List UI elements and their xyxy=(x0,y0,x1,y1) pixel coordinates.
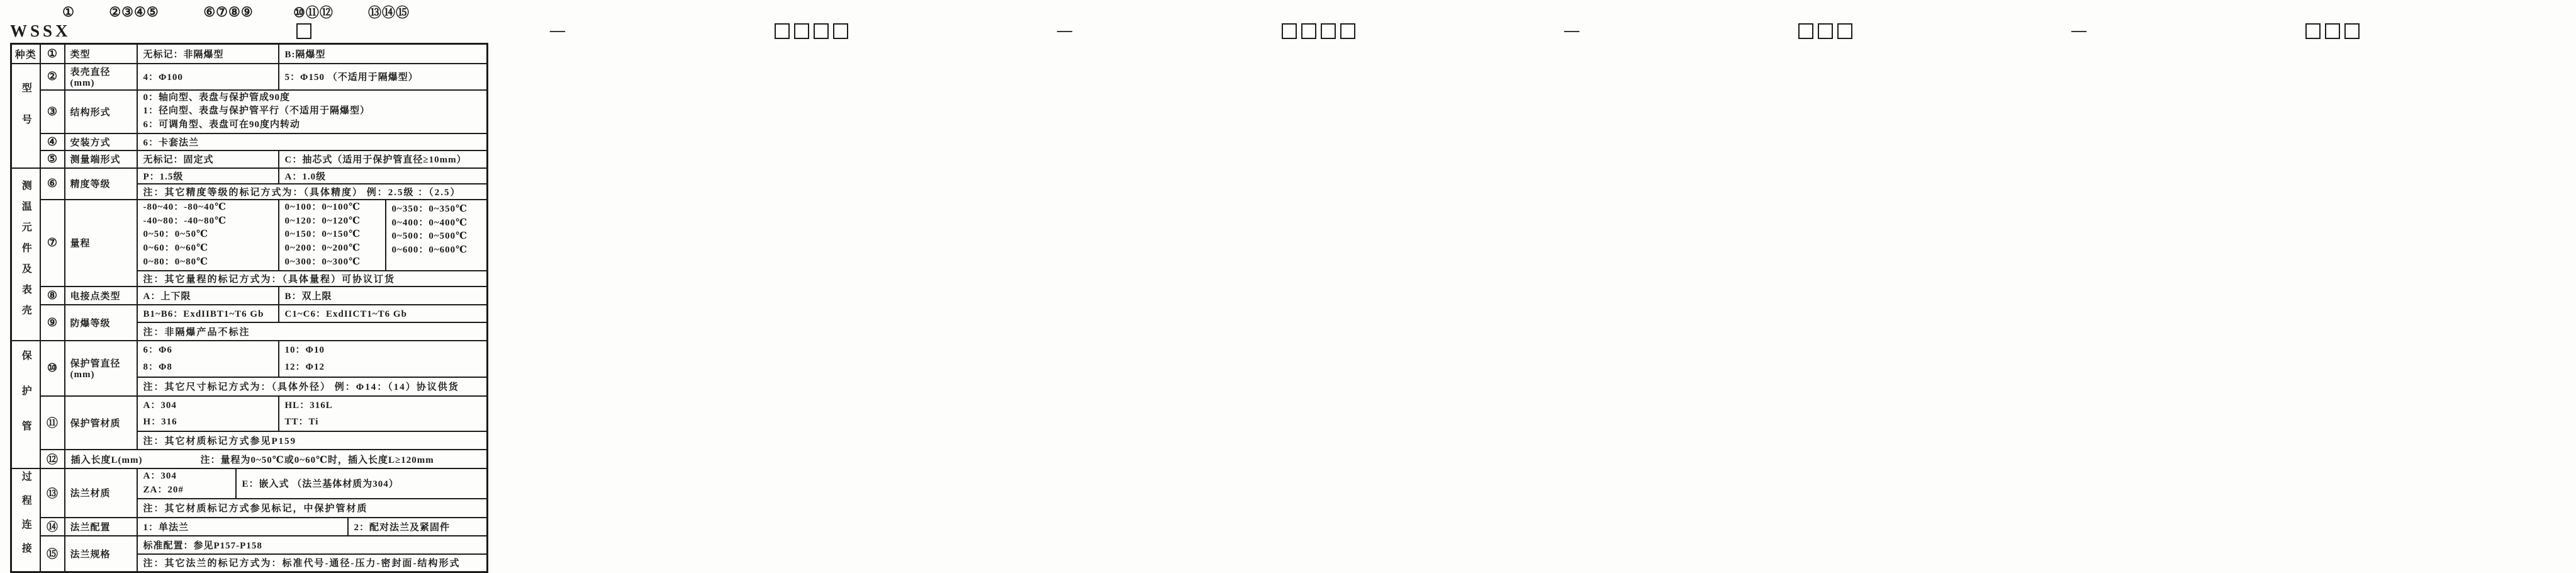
option-cell: B1~B6：ExdIIBT1~T6 Gb xyxy=(137,305,279,322)
range-column-1 xyxy=(137,200,279,271)
code-box xyxy=(814,23,829,39)
row-label-contact-type: 电接点类型 xyxy=(65,286,137,305)
option-line: A：304 xyxy=(143,400,177,411)
note-cell: 注：其它尺寸标记方式为：（具体外径） 例：Φ14：（14）协议供货 xyxy=(137,377,488,396)
option-cell: 2：配对法兰及紧固件 xyxy=(348,518,488,536)
range-option: 0~350：0~350℃ xyxy=(391,203,468,214)
option-cell: 6：卡套法兰 xyxy=(137,133,488,150)
group-cell-process-connection: 过程连接 xyxy=(11,468,40,572)
model-prefix: WSSX xyxy=(10,21,71,40)
range-column-2 xyxy=(279,200,386,271)
code-box xyxy=(2305,23,2321,39)
code-box xyxy=(1340,23,1355,39)
row-label-sensing-end: 测量端形式 xyxy=(65,150,137,168)
row-label-flange-config: 法兰配置 xyxy=(65,518,137,536)
option-line: 12：Φ12 xyxy=(284,361,325,372)
group-cell-model: 型号 xyxy=(11,64,40,168)
row-number: ⑪ xyxy=(40,396,65,450)
row-label-flange-spec: 法兰规格 xyxy=(65,536,137,572)
range-option: 0~150：0~150℃ xyxy=(284,229,361,240)
row-label-mounting: 安装方式 xyxy=(65,133,137,150)
code-dash: — xyxy=(1057,22,1072,39)
code-box xyxy=(794,23,809,39)
position-numbers-group-4: ⑩⑪⑫ xyxy=(293,5,333,20)
row-number: ⑥ xyxy=(40,168,65,200)
range-option: 0~500：0~500℃ xyxy=(391,231,468,242)
option-line: TT：Ti xyxy=(284,416,319,427)
note-cell: 注：其它材质标记方式参见P159 xyxy=(137,431,488,450)
row-number: ⑭ xyxy=(40,518,65,536)
row-label-case-diameter: 表壳直径(mm) xyxy=(65,64,137,90)
option-line: ZA：20# xyxy=(143,484,184,495)
note-cell: 注：其它精度等级的标记方式为：（具体精度） 例：2.5级 ：（2.5） xyxy=(137,184,488,200)
note-cell: 注：非隔爆产品不标注 xyxy=(137,322,488,341)
code-box xyxy=(833,23,848,39)
option-line: HL：316L xyxy=(284,400,333,411)
row-number: ② xyxy=(40,64,65,90)
code-dash: — xyxy=(1564,22,1579,39)
option-line: A：304 xyxy=(143,471,177,481)
note-cell: 注：其它量程的标记方式为：（具体量程）可协议订货 xyxy=(137,271,488,286)
row-number: ① xyxy=(40,44,65,64)
range-option: 0~50：0~50℃ xyxy=(143,229,209,240)
option-cell: B：双上限 xyxy=(279,286,488,305)
code-box xyxy=(1818,23,1833,39)
option-cell: C：抽芯式（适用于保护管直径≥10mm） xyxy=(279,150,488,168)
option-cell: A：上下限 xyxy=(137,286,279,305)
row-label-insert-length: 插入长度L(mm) xyxy=(70,455,143,465)
option-cell xyxy=(137,341,279,377)
code-boxes-group-4 xyxy=(1582,23,2069,39)
row-label-tube-material: 保护管材质 xyxy=(65,396,137,450)
code-box xyxy=(2344,23,2360,39)
code-boxes-group-2 xyxy=(568,23,1055,39)
range-option: 0~200：0~200℃ xyxy=(284,243,361,253)
code-dash: — xyxy=(550,22,565,39)
row-label-explosion-rating: 防爆等级 xyxy=(65,305,137,341)
code-box xyxy=(296,23,311,39)
range-option: 0~600：0~600℃ xyxy=(391,245,468,255)
range-option: -80~40：-80~40℃ xyxy=(143,201,227,212)
option-cell xyxy=(279,341,488,377)
model-code-header xyxy=(0,0,2086,41)
range-option: 0~100：0~100℃ xyxy=(284,201,361,212)
row-number: ⑧ xyxy=(40,286,65,305)
group-cell-sensor-and-case: 测温元件及表壳 xyxy=(11,168,40,341)
position-numbers-group-2: ②③④⑤ xyxy=(109,4,159,20)
option-cell: 5：Φ150 （不适用于隔爆型） xyxy=(279,64,488,90)
option-line: 0：轴向型、表盘与保护管成90度 xyxy=(143,92,291,103)
option-cell: 无标记：非隔爆型 xyxy=(137,44,279,64)
option-line: H：316 xyxy=(143,416,177,427)
note-cell: 注：其它法兰的标记方式为：标准代号-通径-压力-密封面-结构形式 xyxy=(137,554,488,572)
row-number: ⑮ xyxy=(40,536,65,572)
option-cell: 无标记：固定式 xyxy=(137,150,279,168)
row-number: ⑦ xyxy=(40,200,65,286)
row-label-structure: 结构形式 xyxy=(65,90,137,133)
insert-length-cell xyxy=(65,450,488,468)
row-number: ③ xyxy=(40,90,65,133)
row-number: ⑩ xyxy=(40,341,65,396)
option-cell xyxy=(137,90,488,133)
position-numbers-group-3: ⑥⑦⑧⑨ xyxy=(203,4,254,20)
code-boxes-group-5 xyxy=(2089,23,2576,39)
option-cell xyxy=(279,396,488,432)
code-box xyxy=(1282,23,1297,39)
spec-table xyxy=(10,43,488,573)
option-line: 6：可调角型、表盘可在90度内转动 xyxy=(143,120,301,130)
option-cell xyxy=(137,468,236,499)
group-cell-protection-tube: 保护管 xyxy=(11,341,40,469)
option-cell: 标准配置：参见P157-P158 xyxy=(137,536,488,554)
code-box xyxy=(775,23,790,39)
code-box xyxy=(1837,23,1852,39)
note-cell: 注：其它材质标记方式参见标记，中保护管材质 xyxy=(137,499,488,518)
code-position-numbers xyxy=(10,4,497,20)
range-option: -40~80：-40~80℃ xyxy=(143,215,227,226)
note-inline: 注：量程为0~50℃或0~60℃时，插入长度L≥120mm xyxy=(200,455,434,465)
range-option: 0~400：0~400℃ xyxy=(391,217,468,228)
range-option: 0~80：0~80℃ xyxy=(143,256,209,267)
model-code-line xyxy=(10,21,2086,41)
row-label-accuracy: 精度等级 xyxy=(65,168,137,200)
option-line: 10：Φ10 xyxy=(284,345,325,356)
code-box xyxy=(1798,23,1813,39)
option-cell: 4：Φ100 xyxy=(137,64,279,90)
row-number: ⑬ xyxy=(40,468,65,518)
code-box xyxy=(1301,23,1316,39)
row-label-type: 类型 xyxy=(65,44,137,64)
code-box xyxy=(2325,23,2340,39)
row-number: ⑤ xyxy=(40,150,65,168)
row-number: ⑨ xyxy=(40,305,65,341)
option-line: 8：Φ8 xyxy=(143,361,172,372)
group-cell-category: 种类 xyxy=(11,44,40,64)
code-boxes-group-3 xyxy=(1075,23,1562,39)
row-number: ④ xyxy=(40,133,65,150)
option-line: 1：径向型、表盘与保护管平行（不适用于隔爆型） xyxy=(143,106,371,116)
code-box xyxy=(1321,23,1336,39)
option-cell: E：嵌入式 （法兰基体材质为304） xyxy=(236,468,488,499)
range-option: 0~60：0~60℃ xyxy=(143,243,209,253)
option-line: 6：Φ6 xyxy=(143,345,172,356)
range-column-3 xyxy=(386,200,488,271)
option-cell: P：1.5级 xyxy=(137,168,279,184)
position-numbers-group-5: ⑬⑭⑮ xyxy=(368,5,410,20)
row-label-range: 量程 xyxy=(65,200,137,286)
option-cell: C1~C6：ExdIICT1~T6 Gb xyxy=(279,305,488,322)
range-option: 0~300：0~300℃ xyxy=(284,256,361,267)
option-cell: A：1.0级 xyxy=(279,168,488,184)
row-label-flange-material: 法兰材质 xyxy=(65,468,137,518)
row-label-tube-diameter: 保护管直径(mm) xyxy=(65,341,137,396)
option-cell: 1：单法兰 xyxy=(137,518,348,536)
range-option: 0~120：0~120℃ xyxy=(284,215,361,226)
code-boxes-group-1 xyxy=(60,23,547,39)
row-number: ⑫ xyxy=(40,450,65,468)
position-numbers-group-1: ① xyxy=(62,4,75,20)
option-cell: B:隔爆型 xyxy=(279,44,488,64)
code-dash: — xyxy=(2071,22,2086,39)
option-cell xyxy=(137,396,279,432)
